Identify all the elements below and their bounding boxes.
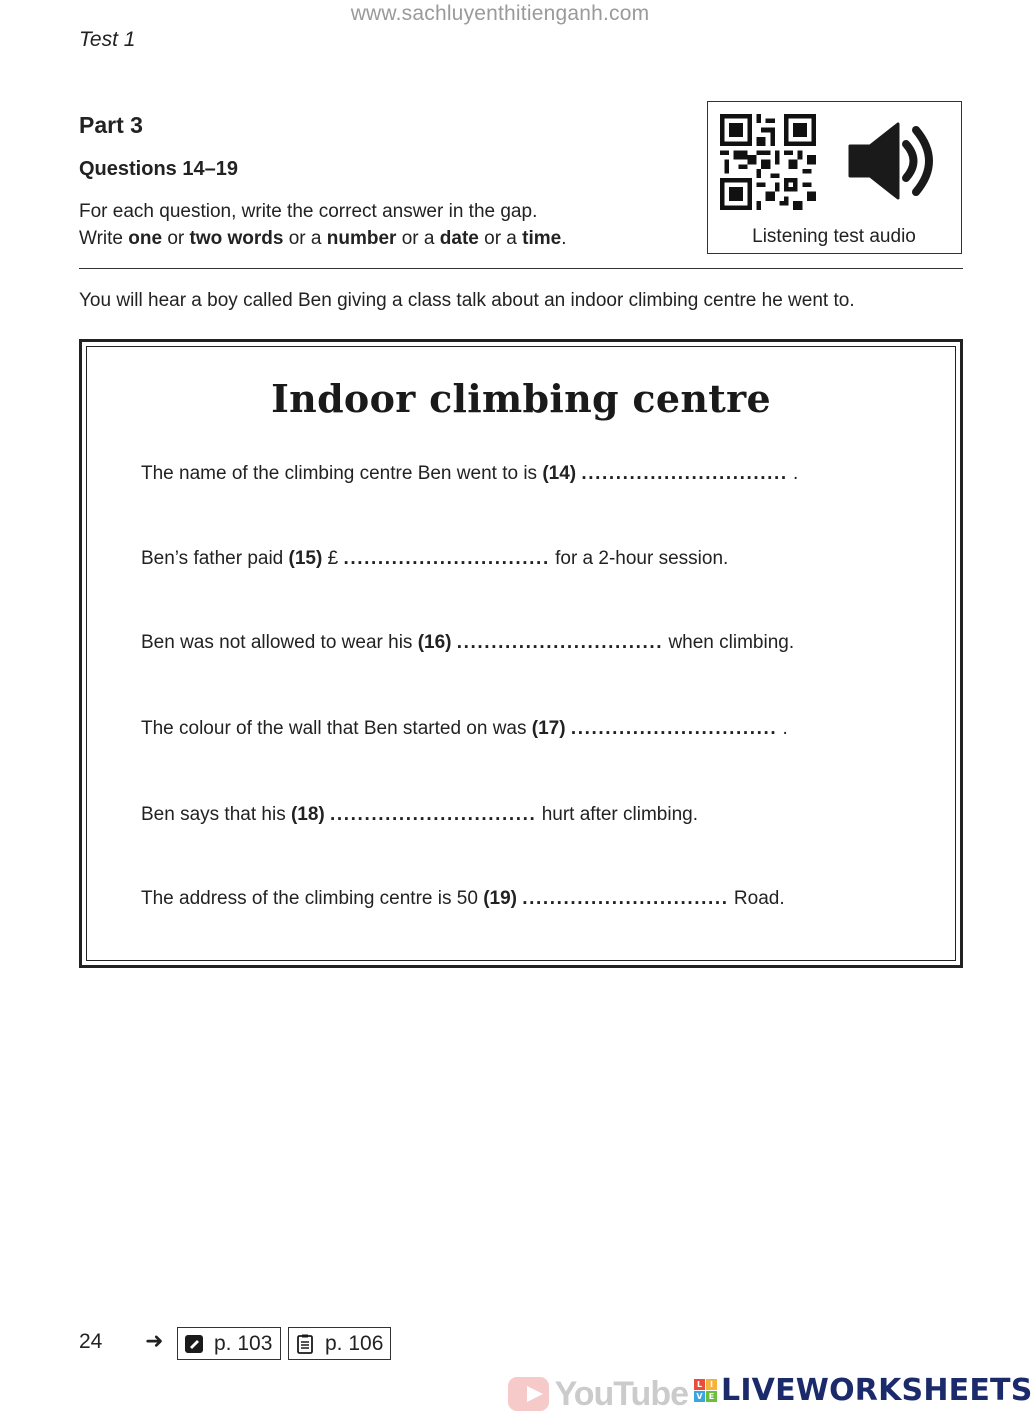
- transcript-icon: [295, 1334, 315, 1354]
- answer-gap-15[interactable]: ..............................: [343, 548, 550, 569]
- question-number: (18): [290, 804, 325, 825]
- liveworksheets-text: LIVEWORKSHEETS: [721, 1373, 1033, 1408]
- audio-caption: Listening test audio: [752, 226, 916, 247]
- answer-gap-16[interactable]: ..............................: [456, 632, 664, 653]
- question-14: The name of the climbing centre Ben went to is (14) .............................. .: [141, 463, 799, 484]
- question-number: (16): [417, 632, 452, 653]
- question-number: (19): [483, 888, 517, 909]
- watermark-url: www.sachluyenthitienganh.com: [350, 2, 650, 25]
- question-18: Ben says that his (18) .............................. hurt after climbing.: [141, 804, 698, 825]
- questions-range: Questions 14–19: [79, 158, 238, 180]
- transcript-reference[interactable]: [288, 1327, 391, 1360]
- page-number: 24: [79, 1330, 103, 1353]
- question-16: Ben was not allowed to wear his (16) .............................. when climbing.: [141, 632, 795, 653]
- answer-key-reference[interactable]: [177, 1327, 281, 1360]
- audio-box[interactable]: [707, 101, 962, 254]
- box-title: Indoor climbing centre: [271, 376, 771, 421]
- question-number: (14): [542, 463, 577, 484]
- speaker-icon[interactable]: [846, 120, 936, 202]
- test-label: Test 1: [79, 28, 136, 51]
- instruction-line-1: For each question, write the correct answer in the gap.: [79, 201, 538, 222]
- question-17: The colour of the wall that Ben started on was (17) .............................. .: [141, 718, 788, 739]
- liveworksheets-logo: [694, 1373, 1033, 1408]
- answer-gap-19[interactable]: ..............................: [522, 888, 729, 909]
- question-number: (15): [288, 548, 323, 569]
- liveworksheets-icon: L I V E: [694, 1379, 717, 1402]
- transcript-page: p. 106: [325, 1331, 384, 1355]
- answer-gap-18[interactable]: ..............................: [330, 804, 537, 825]
- youtube-watermark: [508, 1374, 688, 1414]
- qr-code-icon[interactable]: [720, 112, 816, 212]
- instruction-line-2: Write one or two words or a number or a date or a time.: [79, 228, 567, 249]
- divider-rule: [79, 268, 963, 269]
- question-19: The address of the climbing centre is 50 (19) .............................. Road.: [141, 888, 785, 909]
- youtube-text: YouTube: [554, 1374, 688, 1413]
- arrow-right-icon: ➜: [145, 1328, 164, 1353]
- intro-text: You will hear a boy called Ben giving a class talk about an indoor climbing centre he went to.: [79, 290, 855, 311]
- question-number: (17): [531, 718, 566, 739]
- question-15: Ben’s father paid (15) £ .............................. for a 2-hour session.: [141, 548, 729, 569]
- youtube-play-icon: [508, 1377, 549, 1411]
- answer-gap-14[interactable]: ..............................: [581, 463, 788, 484]
- answer-gap-17[interactable]: ..............................: [570, 718, 778, 739]
- answer-key-icon: [184, 1334, 204, 1354]
- answer-key-page: p. 103: [214, 1331, 273, 1355]
- part-title: Part 3: [79, 112, 143, 138]
